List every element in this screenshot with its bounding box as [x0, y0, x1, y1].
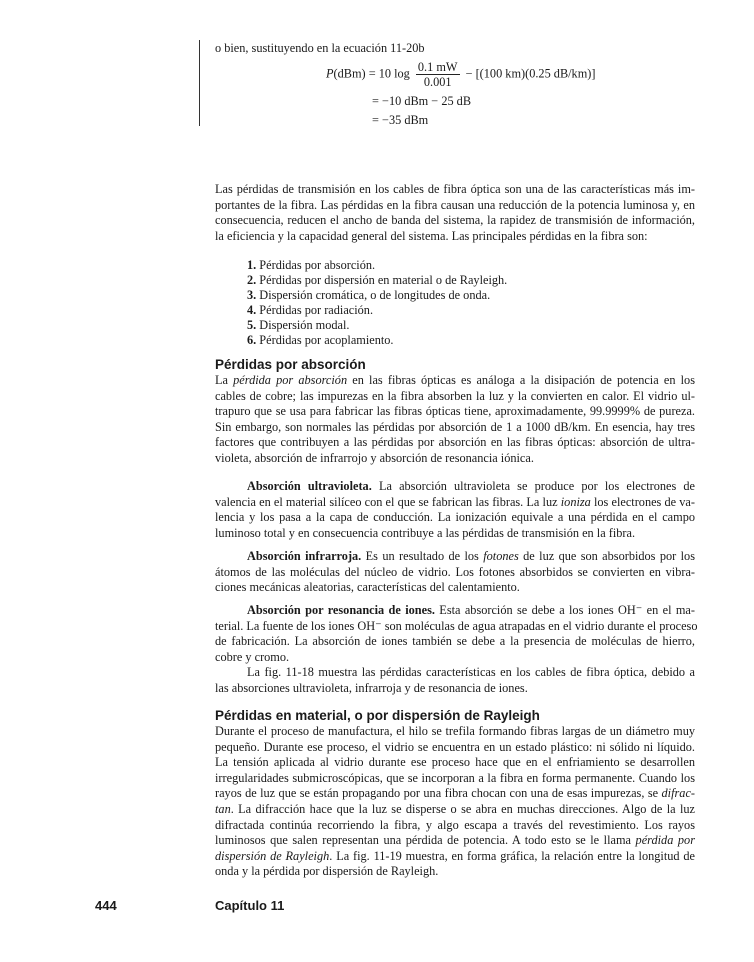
text-line: [215, 833, 695, 849]
list-text: Pérdidas por radiación.: [256, 303, 374, 317]
text-line: [215, 435, 695, 451]
text-line: [215, 603, 695, 619]
text-run: en las fibras ópticas es análoga a la disipación de potencia en los: [347, 373, 695, 387]
italic-term: pérdida por: [635, 833, 695, 848]
italic-term: tan: [215, 801, 231, 816]
change-bar: [199, 40, 200, 126]
intro-text: o bien, sustituyendo en la ecuación 11-20b: [215, 41, 425, 55]
text-run: onda y la pérdida por dispersión de Rayleigh.: [215, 864, 439, 879]
text-run: átomos de las moléculas del núcleo de vidrio. Los fotones absorbidos se convierten en vibra-: [215, 564, 695, 579]
text-run: Durante el proceso de manufactura, el hilo se trefila formando fibras largas de un diámetro muy: [215, 724, 695, 738]
text-run: . La difracción hace que la luz se disperse o se abra en muchas direcciones. Algo de la luz: [230, 801, 695, 816]
paragraph-rayleigh: [215, 724, 695, 880]
italic-term: difrac-: [661, 786, 695, 801]
text-run: cables de cobre; las impurezas en la fibra absorben la luz y la convierten en calor. El vidrio ul-: [215, 388, 695, 403]
text-run: Esta absorción se debe a los iones OH⁻ en el ma-: [434, 603, 695, 617]
text-run: difractada continúa recorriendo la fibra, y algo escapa a través del revestimiento. Los rayos: [215, 817, 695, 832]
list-number: 5.: [247, 318, 257, 332]
text-run: trapuro que se usa para fabricar las fibras ópticas tiene, aproximadamente, 99.9999% de pureza.: [215, 404, 695, 419]
text-line: [215, 618, 698, 635]
text-line: [215, 818, 695, 834]
text-run: Las pérdidas de transmisión en los cables de fibra óptica son una de las características más im-: [215, 182, 695, 196]
text-run: violeta, absorción de infrarrojo y absorción de resonancia iónica.: [215, 450, 534, 465]
text-line: [215, 802, 695, 818]
text-line: [215, 849, 695, 865]
chapter-label: Capítulo 11: [215, 898, 285, 913]
text-run: La tensión aplicada al vidrio durante ese proceso hace que en el enfriamiento se desarrollen: [215, 755, 695, 770]
list-item: [247, 303, 507, 318]
paragraph-fig-11-18: [215, 665, 695, 696]
list-item: [247, 333, 507, 348]
text-run: . La fig. 11-19 muestra, en forma gráfica, la relación entre la longitud de: [329, 848, 696, 863]
text-line: [215, 229, 695, 245]
text-run: Es un resultado de los: [361, 549, 484, 563]
list-item: [247, 273, 507, 288]
text-run: la eficiencia y la capacidad general del sistema. Las principales pérdidas en la fibra son:: [215, 228, 648, 243]
run-in-heading: Absorción ultravioleta.: [247, 479, 372, 493]
text-line: [215, 420, 695, 436]
list-text: Pérdidas por acoplamiento.: [256, 333, 394, 347]
text-run: consecuencia, reducen el ancho de banda del sistema, la rapidez de transmisión de información,: [215, 213, 695, 228]
text-run: las absorciones ultravioleta, infrarroja y de resonancia de iones.: [215, 680, 528, 695]
text-run: cobre y cromo.: [215, 649, 290, 664]
text-line: [215, 771, 695, 787]
list-text: Pérdidas por absorción.: [256, 258, 376, 272]
text-line: [215, 580, 695, 596]
text-run: Sin embargo, son normales las pérdidas por absorción de 1 a 1000 dB/km. En esencia, hay tres: [215, 419, 695, 434]
text-line: [215, 634, 695, 650]
paragraph-resonancia: [215, 603, 698, 665]
text-run: pequeño. Durante ese proceso, el vidrio se encuentra en un estado plástico: ni sólido ni líquido.: [215, 739, 695, 754]
page-number: 444: [95, 898, 117, 913]
list-item: [247, 288, 507, 303]
text-line: [215, 526, 695, 542]
italic-term: ioniza: [560, 494, 591, 509]
run-in-heading: Absorción por resonancia de iones.: [247, 603, 435, 617]
text-line: [215, 740, 695, 756]
equation-line-1: P(dBm) = 10 log $\frac{0.1 mW}{0.001}$ − [(100 km)(0.25 dB/km)]: [326, 60, 596, 89]
list-item: [247, 258, 507, 273]
text-run: de luz que son absorbidos por los: [518, 549, 695, 563]
text-line: [215, 479, 695, 495]
text-run: valencia en el material silíceo con el que se fabrican las fibras. La luz: [215, 494, 561, 509]
list-number: 4.: [247, 303, 257, 317]
text-line: [215, 864, 695, 880]
text-line: [215, 495, 695, 511]
heading-absorcion: Pérdidas por absorción: [215, 357, 366, 372]
list-number: 1.: [247, 258, 257, 272]
list-text: Pérdidas por dispersión en material o de Rayleigh.: [256, 273, 508, 287]
text-line: [215, 549, 695, 565]
list-text: Dispersión modal.: [256, 318, 350, 332]
text-line: [215, 650, 695, 666]
text-line: [215, 755, 695, 771]
fraction: $\frac{0.1 mW}{0.001}$: [417, 60, 458, 89]
text-run: luminosos que salen representan una pérdida de potencia. A todo esto se le llama: [215, 833, 636, 848]
italic-term: dispersión de Rayleigh: [215, 848, 330, 863]
text-run: los electrones de va-: [590, 494, 695, 509]
italic-term: pérdida por absorción: [233, 373, 348, 387]
list-text: Dispersión cromática, o de longitudes de onda.: [256, 288, 491, 302]
text-run: ciones mecánicas aleatorias, características del calentamiento.: [215, 580, 520, 595]
list-number: 6.: [247, 333, 257, 347]
list-number: 3.: [247, 288, 257, 302]
text-run: rayos de luz que se están propagando por una fibra chocan con una de esas impurezas, se: [215, 786, 662, 801]
paragraph-absorcion: [215, 373, 695, 467]
text-line: [215, 565, 695, 581]
equation-line-3: = −35 dBm: [372, 113, 429, 127]
text-run: terial. La fuente de los iones OH⁻ son moléculas de agua atrapadas en el vidrio durante el proceso: [215, 618, 698, 633]
text-line: [215, 510, 695, 526]
text-line: [215, 681, 695, 697]
text-line: [215, 786, 695, 802]
text-run: irregularidades submicroscópicas, que se incorporan a la fibra en forma permanente. Cuando los: [215, 770, 695, 785]
text-line: [215, 198, 695, 214]
text-line: [215, 404, 695, 420]
paragraph-ultravioleta: [215, 479, 695, 541]
text-line: [215, 665, 695, 681]
loss-list: [247, 258, 507, 348]
text-run: lencia y los pasa a la capa de conducción. La ionización equivale a una pérdida en el campo: [215, 510, 695, 525]
text-run: La absorción ultravioleta se produce por los electrones de: [371, 479, 696, 493]
text-line: [215, 373, 695, 389]
text-line: [215, 389, 695, 405]
text-line: [215, 182, 695, 198]
text-run: La fig. 11-18 muestra las pérdidas características en los cables de fibra óptica, debido a: [247, 665, 695, 679]
text-run: portantes de la fibra. Las pérdidas en la fibra causan una reducción de la potencia luminosa y, en: [215, 197, 695, 212]
paragraph-intro-losses: [215, 182, 695, 244]
text-run: factores que contribuyen a las pérdidas por absorción en las fibras ópticas: absorción de ultra-: [215, 435, 695, 450]
list-item: [247, 318, 507, 333]
equation-line-2: = −10 dBm − 25 dB: [372, 94, 472, 108]
paragraph-infrarroja: [215, 549, 695, 596]
heading-rayleigh: Pérdidas en material, o por dispersión de Rayleigh: [215, 708, 540, 723]
italic-term: fotones: [483, 549, 519, 563]
text-line: [215, 213, 695, 229]
run-in-heading: Absorción infrarroja.: [247, 549, 362, 563]
text-line: [215, 724, 695, 740]
text-run: La: [215, 373, 234, 387]
text-run: de fabricación. La absorción de iones también se debe a la presencia de moléculas de hierro,: [215, 634, 695, 649]
list-number: 2.: [247, 273, 257, 287]
text-line: [215, 451, 695, 467]
text-run: luminoso total y en consecuencia contribuye a las pérdidas de transmisión en la fibra.: [215, 525, 636, 540]
